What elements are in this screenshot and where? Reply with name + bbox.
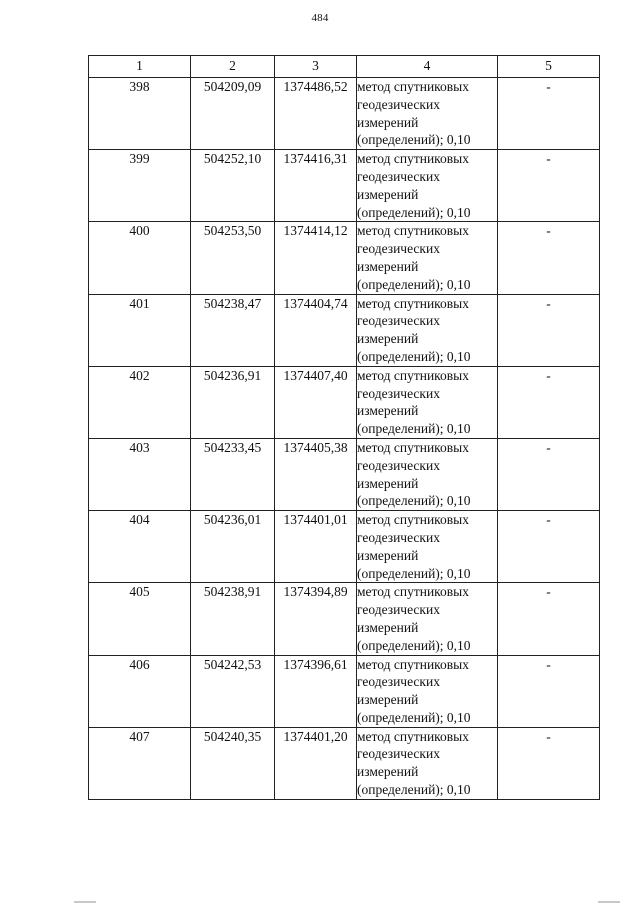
method-line: геодезических (357, 602, 440, 618)
x-coordinate-cell: 504252,10 (191, 150, 275, 222)
header-col-1: 1 (89, 56, 191, 78)
method-line: геодезических (357, 96, 440, 112)
point-number-cell: 402 (89, 366, 191, 438)
method-line: (определений); 0,10 (357, 132, 471, 148)
table-row (89, 78, 600, 150)
method-line: измерений (357, 114, 419, 130)
y-coordinate-cell: 1374396,61 (275, 655, 357, 727)
point-number-cell: 400 (89, 222, 191, 294)
table-header (89, 56, 600, 78)
y-coordinate-cell: 1374414,12 (275, 222, 357, 294)
method-line: геодезических (357, 529, 440, 545)
method-line: метод спутниковых (357, 295, 469, 311)
method-line: геодезических (357, 457, 440, 473)
method-line: измерений (357, 331, 419, 347)
table-row (89, 294, 600, 366)
x-coordinate-cell: 504236,91 (191, 366, 275, 438)
note-cell: - (498, 222, 600, 294)
note-cell: - (498, 511, 600, 583)
method-cell (357, 222, 498, 294)
method-line: (определений); 0,10 (357, 709, 471, 725)
method-line: измерений (357, 186, 419, 202)
method-line: метод спутниковых (357, 79, 469, 94)
note-cell: - (498, 438, 600, 510)
method-line: измерений (357, 764, 419, 780)
point-number-cell: 405 (89, 583, 191, 655)
x-coordinate-cell: 504233,45 (191, 438, 275, 510)
note-cell: - (498, 655, 600, 727)
method-line: метод спутниковых (357, 223, 469, 239)
method-line: (определений); 0,10 (357, 565, 471, 581)
table-row (89, 583, 600, 655)
y-coordinate-cell: 1374404,74 (275, 294, 357, 366)
table-row (89, 222, 600, 294)
method-line: геодезических (357, 313, 440, 329)
coordinates-table (88, 55, 600, 800)
y-coordinate-cell: 1374401,20 (275, 727, 357, 799)
method-cell (357, 150, 498, 222)
method-cell (357, 583, 498, 655)
table-row (89, 366, 600, 438)
y-coordinate-cell: 1374486,52 (275, 78, 357, 150)
x-coordinate-cell: 504238,91 (191, 583, 275, 655)
header-row (89, 56, 600, 78)
method-line: (определений); 0,10 (357, 493, 471, 509)
note-cell: - (498, 150, 600, 222)
x-coordinate-cell: 504242,53 (191, 655, 275, 727)
method-cell (357, 511, 498, 583)
header-col-2: 2 (191, 56, 275, 78)
x-coordinate-cell: 504240,35 (191, 727, 275, 799)
header-col-4: 4 (357, 56, 498, 78)
footer-scan-mark-left (74, 901, 96, 903)
method-line: геодезических (357, 241, 440, 257)
method-line: измерений (357, 475, 419, 491)
note-cell: - (498, 727, 600, 799)
method-line: геодезических (357, 385, 440, 401)
method-line: (определений); 0,10 (357, 204, 471, 220)
point-number-cell: 407 (89, 727, 191, 799)
table-row (89, 727, 600, 799)
y-coordinate-cell: 1374407,40 (275, 366, 357, 438)
x-coordinate-cell: 504236,01 (191, 511, 275, 583)
method-line: метод спутниковых (357, 367, 469, 383)
note-cell: - (498, 366, 600, 438)
note-cell: - (498, 294, 600, 366)
point-number-cell: 404 (89, 511, 191, 583)
method-line: геодезических (357, 746, 440, 762)
point-number-cell: 399 (89, 150, 191, 222)
method-cell (357, 294, 498, 366)
point-number-cell: 401 (89, 294, 191, 366)
method-line: метод спутниковых (357, 728, 469, 744)
note-cell: - (498, 78, 600, 150)
method-line: (определений); 0,10 (357, 276, 471, 292)
method-line: геодезических (357, 168, 440, 184)
table-row (89, 438, 600, 510)
point-number-cell: 403 (89, 438, 191, 510)
method-line: измерений (357, 258, 419, 274)
method-line: геодезических (357, 674, 440, 690)
method-line: метод спутниковых (357, 151, 469, 167)
method-line: (определений); 0,10 (357, 348, 471, 364)
x-coordinate-cell: 504209,09 (191, 78, 275, 150)
method-line: измерений (357, 403, 419, 419)
table-row (89, 150, 600, 222)
method-line: (определений); 0,10 (357, 782, 471, 798)
method-line: измерений (357, 692, 419, 708)
header-col-3: 3 (275, 56, 357, 78)
x-coordinate-cell: 504253,50 (191, 222, 275, 294)
method-line: (определений); 0,10 (357, 421, 471, 437)
table-body (89, 78, 600, 800)
header-col-5: 5 (498, 56, 600, 78)
y-coordinate-cell: 1374416,31 (275, 150, 357, 222)
footer-scan-mark-right (598, 901, 620, 903)
method-cell (357, 438, 498, 510)
method-line: метод спутниковых (357, 584, 469, 600)
method-line: метод спутниковых (357, 439, 469, 455)
point-number-cell: 406 (89, 655, 191, 727)
point-number-cell: 398 (89, 78, 191, 150)
method-cell (357, 366, 498, 438)
method-line: измерений (357, 547, 419, 563)
method-cell (357, 727, 498, 799)
y-coordinate-cell: 1374394,89 (275, 583, 357, 655)
method-line: метод спутниковых (357, 512, 469, 528)
y-coordinate-cell: 1374401,01 (275, 511, 357, 583)
note-cell: - (498, 583, 600, 655)
y-coordinate-cell: 1374405,38 (275, 438, 357, 510)
method-cell (357, 655, 498, 727)
table-row (89, 511, 600, 583)
page-number: 484 (311, 12, 329, 24)
method-line: метод спутниковых (357, 656, 469, 672)
method-cell (357, 78, 498, 150)
method-line: (определений); 0,10 (357, 637, 471, 653)
method-line: измерений (357, 619, 419, 635)
x-coordinate-cell: 504238,47 (191, 294, 275, 366)
table-row (89, 655, 600, 727)
